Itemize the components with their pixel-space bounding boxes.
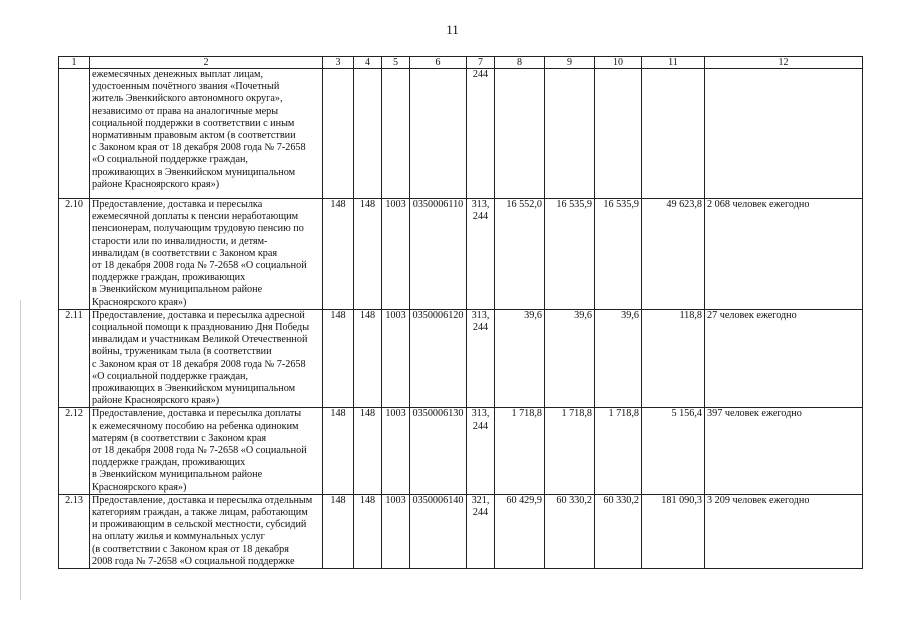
cell-12: 3 209 человек ежегодно (705, 494, 863, 568)
cell-7-line: 313, (471, 309, 490, 321)
cell-8: 60 429,9 (495, 494, 545, 568)
row-number-cell: 2.13 (59, 494, 90, 568)
description-line: социальной поддержки в соответствии с иным (92, 117, 295, 129)
table-row (59, 494, 863, 568)
row-number-cell: 2.11 (59, 309, 90, 408)
cell-8 (495, 69, 545, 199)
header-cell: 7 (467, 57, 495, 69)
cell-5: 1003 (382, 309, 410, 408)
description-line: Предоставление, доставка и пересылка доплаты (92, 408, 302, 420)
header-cell: 3 (323, 57, 354, 69)
cell-11: 181 090,3 (642, 494, 705, 568)
cell-7-line: 313, (471, 408, 490, 420)
description-line: инвалидам и участникам Великой Отечественной (92, 334, 308, 346)
cell-6: 0350006140 (410, 494, 467, 568)
cell-6: 0350006130 (410, 408, 467, 494)
cell-9: 60 330,2 (545, 494, 595, 568)
description-line: Предоставление, доставка и пересылка отдельным (92, 494, 313, 506)
description-line: категориям граждан, а также лицам, работающим (92, 507, 308, 519)
description-line: районе Красноярского края») (92, 178, 220, 190)
cell-6 (410, 69, 467, 199)
description-cell (90, 199, 323, 310)
cell-7 (467, 199, 495, 310)
cell-3: 148 (323, 199, 354, 310)
header-cell: 12 (705, 57, 863, 69)
cell-12 (705, 69, 863, 199)
cell-5 (382, 69, 410, 199)
cell-3: 148 (323, 408, 354, 494)
description-line: социальной помощи к празднованию Дня Победы (92, 322, 310, 334)
table-row (59, 199, 863, 310)
description-line: инвалидам (в соответствии с Законом края (92, 247, 278, 259)
description-line: независимо от права на аналогичные меры (92, 105, 279, 117)
cell-6: 0350006110 (410, 199, 467, 310)
cell-4: 148 (354, 199, 382, 310)
cell-7-line: 244 (472, 322, 489, 334)
cell-11: 5 156,4 (642, 408, 705, 494)
table-row (59, 309, 863, 408)
header-cell: 10 (595, 57, 642, 69)
description-line: поддержке граждан, проживающих (92, 457, 246, 469)
description-line: от 18 декабря 2008 года № 7-2658 «О социальной (92, 445, 307, 457)
cell-9 (545, 69, 595, 199)
header-cell: 2 (90, 57, 323, 69)
cell-8: 16 552,0 (495, 199, 545, 310)
row-number-cell (59, 69, 90, 199)
description-line: и проживающим в сельской местности, субсидий (92, 519, 307, 531)
description-line: с Законом края от 18 декабря 2008 года № 7-2658 (92, 142, 306, 154)
description-line: проживающих в Эвенкийском муниципальном (92, 166, 296, 178)
cell-9: 16 535,9 (545, 199, 595, 310)
cell-10 (595, 69, 642, 199)
description-line: войны, труженикам тыла (в соответствии (92, 346, 272, 358)
cell-10: 16 535,9 (595, 199, 642, 310)
description-cell (90, 309, 323, 408)
description-line: проживающих в Эвенкийском муниципальном (92, 383, 296, 395)
cell-11 (642, 69, 705, 199)
header-cell: 8 (495, 57, 545, 69)
description-line: Красноярского края») (92, 481, 187, 493)
description-line: житель Эвенкийского автономного округа», (92, 93, 283, 105)
cell-7 (467, 408, 495, 494)
cell-11: 49 623,8 (642, 199, 705, 310)
cell-8: 1 718,8 (495, 408, 545, 494)
description-line: от 18 декабря 2008 года № 7-2658 «О социальной (92, 260, 307, 272)
cell-7-line: 313, (471, 199, 490, 210)
cell-12: 397 человек ежегодно (705, 408, 863, 494)
scan-edge-line (20, 300, 21, 600)
description-line: 2008 года № 7-2658 «О социальной поддержке (92, 555, 295, 567)
description-line: матерям (в соответствии с Законом края (92, 432, 267, 444)
cell-5: 1003 (382, 199, 410, 310)
cell-9: 39,6 (545, 309, 595, 408)
description-line: пенсионерам, получающим трудовую пенсию по (92, 223, 304, 235)
description-line: Предоставление, доставка и пересылка (92, 199, 263, 210)
table-row-continuation (59, 69, 863, 199)
header-cell: 1 (59, 57, 90, 69)
description-line: ежемесячной доплаты к пенсии неработающим (92, 211, 299, 223)
description-line: «О социальной поддержке граждан, (92, 370, 248, 382)
description-cell (90, 494, 323, 568)
cell-5: 1003 (382, 408, 410, 494)
description-line: Предоставление, доставка и пересылка адресной (92, 309, 305, 321)
cell-12: 27 человек ежегодно (705, 309, 863, 408)
budget-table (58, 56, 863, 569)
description-cell (90, 408, 323, 494)
cell-3: 148 (323, 494, 354, 568)
header-cell: 6 (410, 57, 467, 69)
cell-4: 148 (354, 309, 382, 408)
row-number-cell: 2.12 (59, 408, 90, 494)
cell-7-line: 321, (471, 494, 490, 506)
description-line: в Эвенкийском муниципальном районе (92, 469, 263, 481)
description-line: районе Красноярского края») (92, 395, 220, 407)
cell-5: 1003 (382, 494, 410, 568)
description-cell (90, 69, 323, 199)
cell-8: 39,6 (495, 309, 545, 408)
description-line: Красноярского края») (92, 296, 187, 308)
cell-4: 148 (354, 494, 382, 568)
cell-7: 244 (467, 69, 495, 199)
cell-7 (467, 309, 495, 408)
header-cell: 5 (382, 57, 410, 69)
cell-11: 118,8 (642, 309, 705, 408)
description-line: поддержке граждан, проживающих (92, 272, 246, 284)
cell-6: 0350006120 (410, 309, 467, 408)
description-line: (в соответствии с Законом края от 18 декабря (92, 543, 289, 555)
description-line: на оплату жилья и коммунальных услуг (92, 531, 265, 543)
cell-9: 1 718,8 (545, 408, 595, 494)
cell-4 (354, 69, 382, 199)
cell-3 (323, 69, 354, 199)
cell-4: 148 (354, 408, 382, 494)
description-line: в Эвенкийском муниципальном районе (92, 284, 263, 296)
page-number: 11 (446, 22, 459, 37)
description-line: старости или по инвалидности, и детям- (92, 235, 268, 247)
cell-3: 148 (323, 309, 354, 408)
row-number-cell: 2.10 (59, 199, 90, 310)
cell-10: 60 330,2 (595, 494, 642, 568)
description-line: к ежемесячному пособию на ребенка одиноким (92, 420, 299, 432)
cell-7-line: 244 (472, 507, 489, 519)
header-cell: 11 (642, 57, 705, 69)
description-line: с Законом края от 18 декабря 2008 года № 7-2658 (92, 358, 306, 370)
description-line: удостоенным почётного звания «Почетный (92, 81, 280, 93)
table-header-row (59, 57, 863, 69)
description-line: ежемесячных денежных выплат лицам, (92, 69, 264, 80)
cell-12: 2 068 человек ежегодно (705, 199, 863, 310)
table-row (59, 408, 863, 494)
cell-7 (467, 494, 495, 568)
cell-7-line: 244 (472, 211, 489, 223)
header-cell: 9 (545, 57, 595, 69)
cell-7-line: 244 (472, 420, 489, 432)
header-cell: 4 (354, 57, 382, 69)
description-line: «О социальной поддержке граждан, (92, 154, 248, 166)
cell-10: 39,6 (595, 309, 642, 408)
cell-10: 1 718,8 (595, 408, 642, 494)
description-line: нормативным правовым актом (в соответствии (92, 130, 296, 142)
